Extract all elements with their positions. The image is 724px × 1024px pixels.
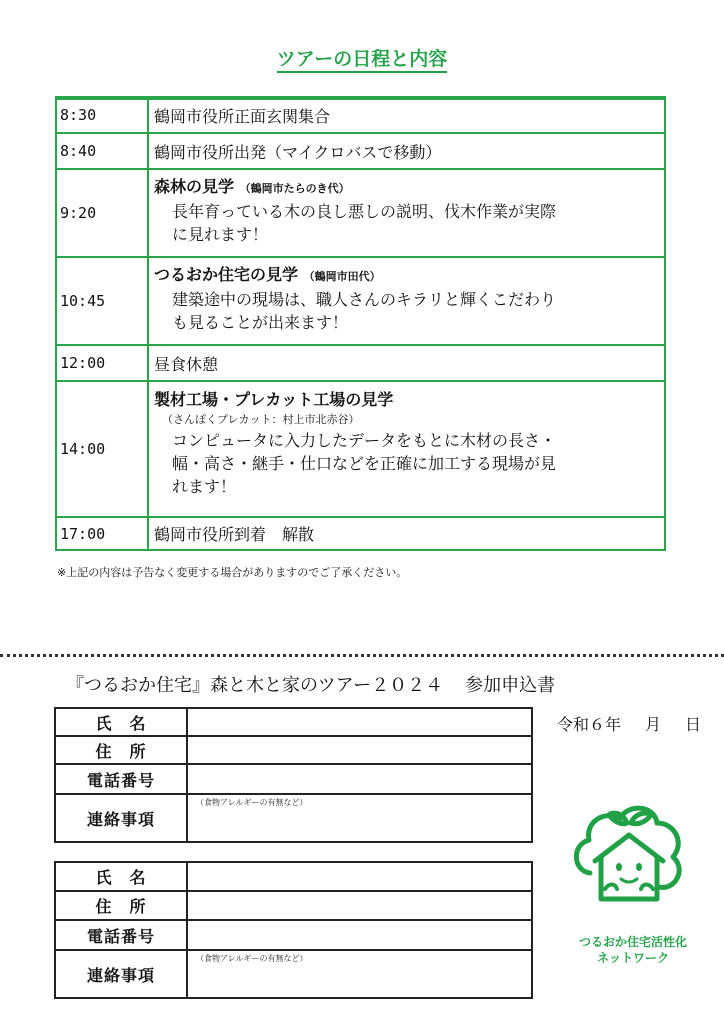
schedule-row bbox=[57, 98, 664, 134]
notes-hint: （食物アレルギーの有無など） bbox=[196, 954, 308, 963]
schedule-row bbox=[57, 518, 664, 549]
name-label: 氏 名 bbox=[56, 709, 188, 735]
page-title: ツアーの日程と内容 bbox=[0, 44, 724, 71]
address-label: 住 所 bbox=[56, 737, 188, 763]
phone-label: 電話番号 bbox=[56, 765, 188, 793]
schedule-text: 昼食休憩 bbox=[154, 354, 219, 374]
activity-detail-line: 建築途中の現場は、職人さんのキラリと輝くこだわり bbox=[172, 290, 557, 309]
address-label: 住 所 bbox=[56, 892, 188, 919]
schedule-time: 10:45 bbox=[57, 258, 149, 344]
schedule-row bbox=[57, 382, 664, 518]
applicant-form-1 bbox=[54, 707, 533, 843]
schedule-row bbox=[57, 258, 664, 346]
activity-detail-line: れます！ bbox=[172, 477, 237, 496]
date-era-year: 令和６年 bbox=[557, 715, 622, 734]
form-row-name bbox=[56, 863, 531, 892]
schedule-table bbox=[55, 96, 666, 551]
form-row-address bbox=[56, 737, 531, 765]
notes-hint: （食物アレルギーの有無など） bbox=[196, 798, 308, 807]
logo-name-line2: ネットワーク bbox=[596, 951, 669, 965]
schedule-activity bbox=[151, 382, 664, 516]
activity-detail-line: コンピュータに入力したデータをもとに木材の長さ・ bbox=[172, 431, 557, 450]
form-row-address bbox=[56, 892, 531, 921]
activity-detail-line: 幅・高さ・継手・仕口などを正確に加工する現場が見 bbox=[172, 454, 557, 473]
name-label: 氏 名 bbox=[56, 863, 188, 890]
phone-label: 電話番号 bbox=[56, 921, 188, 949]
schedule-activity bbox=[151, 170, 664, 256]
disclaimer-note: ※上記の内容は予告なく変更する場合がありますのでご了承ください。 bbox=[57, 566, 408, 579]
schedule-activity bbox=[151, 258, 664, 344]
applicant-form-2 bbox=[54, 861, 533, 999]
activity-subtitle: （さんぽくプレカット：村上市北赤谷） bbox=[162, 413, 360, 426]
logo-name-line1: つるおか住宅活性化 bbox=[578, 935, 687, 949]
date-day: 日 bbox=[685, 715, 702, 734]
form-title: 『つるおか住宅』森と木と家のツアー２０２４ 参加申込書 bbox=[66, 675, 556, 696]
date-month: 月 bbox=[645, 715, 662, 734]
schedule-row bbox=[57, 346, 664, 382]
schedule-time: 17:00 bbox=[57, 518, 149, 549]
house-mascot-icon bbox=[565, 795, 695, 925]
notes-field[interactable] bbox=[190, 951, 531, 997]
schedule-time: 8:40 bbox=[57, 134, 149, 168]
form-row-phone bbox=[56, 765, 531, 795]
schedule-row bbox=[57, 134, 664, 170]
cut-line bbox=[0, 654, 724, 657]
schedule-time: 8:30 bbox=[57, 98, 149, 132]
name-field[interactable] bbox=[190, 863, 531, 890]
activity-detail-line: に見れます！ bbox=[172, 225, 269, 244]
activity-location: （鶴岡市たらのき代） bbox=[239, 182, 350, 195]
schedule-time: 12:00 bbox=[57, 346, 149, 380]
activity-title: つるおか住宅の見学 bbox=[154, 265, 299, 284]
activity-detail-line: も見ることが出来ます！ bbox=[172, 313, 349, 332]
form-row-notes bbox=[56, 951, 531, 997]
notes-label: 連絡事項 bbox=[56, 951, 188, 997]
schedule-time: 14:00 bbox=[57, 382, 149, 516]
application-date bbox=[557, 712, 701, 735]
activity-title: 製材工場・プレカット工場の見学 bbox=[154, 390, 394, 409]
activity-title: 森林の見学 bbox=[154, 177, 235, 196]
name-field[interactable] bbox=[190, 709, 531, 735]
schedule-text: 鶴岡市役所正面玄関集合 bbox=[154, 106, 331, 126]
activity-location: （鶴岡市田代） bbox=[303, 270, 381, 283]
phone-field[interactable] bbox=[190, 765, 531, 793]
schedule-text: 鶴岡市役所到着 解散 bbox=[154, 525, 315, 544]
phone-field[interactable] bbox=[190, 921, 531, 949]
activity-detail-line: 長年育っている木の良し悪しの説明、伐木作業が実際 bbox=[172, 202, 557, 221]
schedule-row bbox=[57, 170, 664, 258]
notes-field[interactable] bbox=[190, 795, 531, 841]
notes-label: 連絡事項 bbox=[56, 795, 188, 841]
form-row-notes bbox=[56, 795, 531, 841]
form-row-phone bbox=[56, 921, 531, 951]
address-field[interactable] bbox=[190, 737, 531, 763]
schedule-time: 9:20 bbox=[57, 170, 149, 256]
form-row-name bbox=[56, 709, 531, 737]
schedule-text: 鶴岡市役所出発（マイクロバスで移動） bbox=[154, 142, 442, 162]
address-field[interactable] bbox=[190, 892, 531, 919]
